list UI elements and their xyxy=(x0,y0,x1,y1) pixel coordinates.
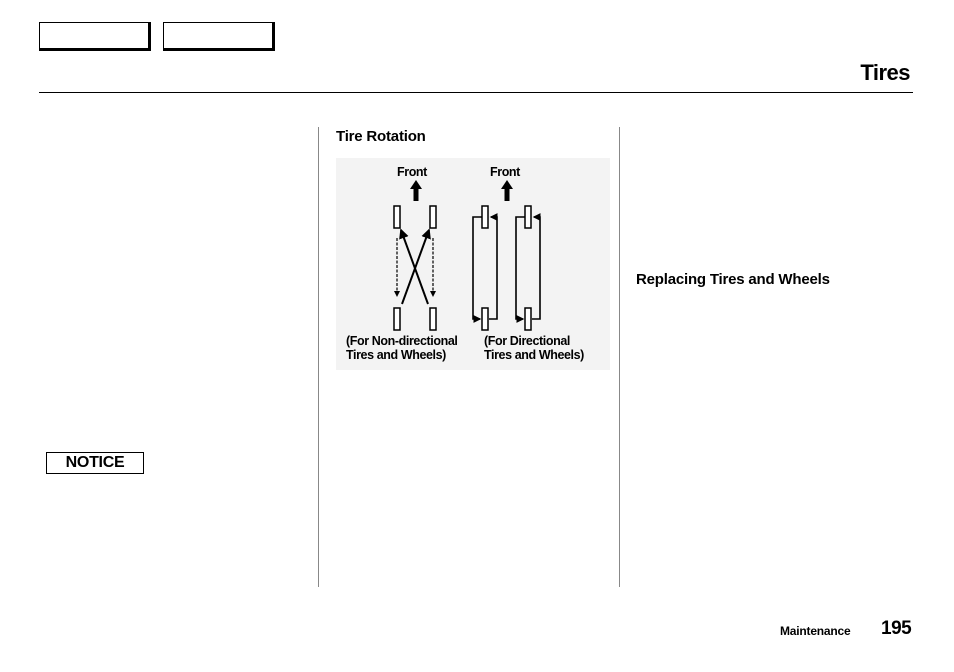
notice-label: NOTICE xyxy=(46,452,144,474)
previous-page-button[interactable] xyxy=(39,22,151,51)
tire-rear-right-icon xyxy=(430,308,436,330)
page-title: Tires xyxy=(860,60,910,85)
tire-front-right-icon xyxy=(430,206,436,228)
front-arrow-icon-right xyxy=(501,180,513,201)
non-directional-caption-line2: Tires and Wheels) xyxy=(346,348,446,362)
tire-directional-front-right-icon xyxy=(525,206,531,228)
page-number: 195 xyxy=(881,618,912,639)
tire-rotation-heading: Tire Rotation xyxy=(336,128,426,145)
header-divider xyxy=(39,92,913,93)
footer-section-name: Maintenance xyxy=(780,624,851,638)
tire-directional-front-left-icon xyxy=(482,206,488,228)
column-divider-right xyxy=(619,127,620,587)
replacing-tires-heading: Replacing Tires and Wheels xyxy=(636,271,830,288)
front-arrow-icon-left xyxy=(410,180,422,201)
non-directional-caption-line1: (For Non-directional xyxy=(346,334,458,348)
tire-rear-left-icon xyxy=(394,308,400,330)
tire-directional-rear-right-icon xyxy=(525,308,531,330)
front-label-left: Front xyxy=(397,165,427,179)
tire-rotation-diagram xyxy=(336,158,610,370)
next-page-button[interactable] xyxy=(163,22,275,51)
tire-directional-rear-left-icon xyxy=(482,308,488,330)
column-divider-left xyxy=(318,127,319,587)
tire-front-left-icon xyxy=(394,206,400,228)
directional-caption-line2: Tires and Wheels) xyxy=(484,348,584,362)
front-label-right: Front xyxy=(490,165,520,179)
directional-caption-line1: (For Directional xyxy=(484,334,570,348)
